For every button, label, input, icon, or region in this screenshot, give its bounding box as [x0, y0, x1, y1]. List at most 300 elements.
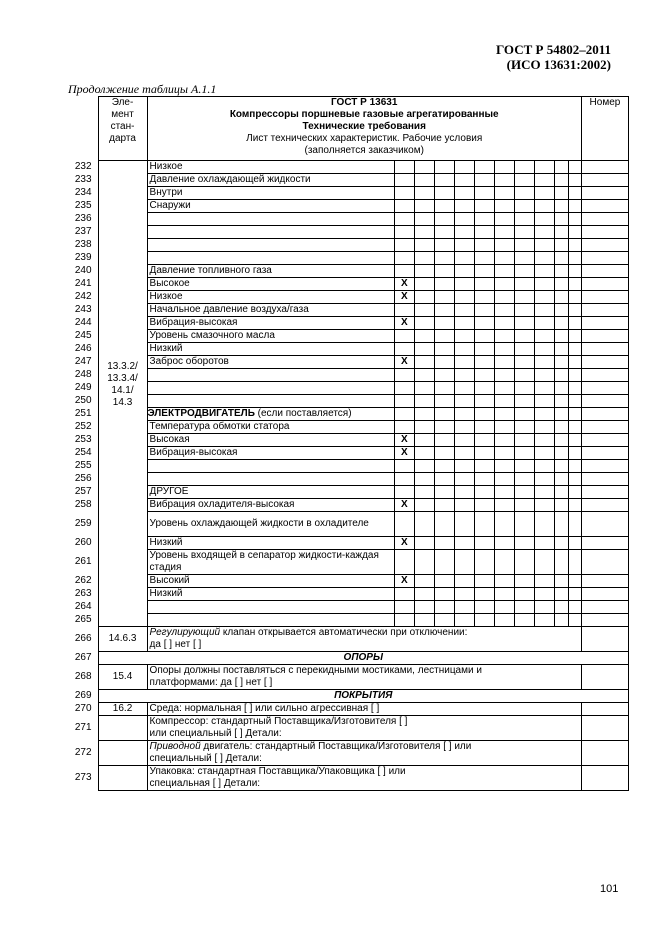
blank-cell — [554, 200, 568, 213]
row-number: 262 — [74, 575, 92, 586]
row-number: 233 — [74, 174, 92, 185]
row-number: 250 — [74, 395, 92, 406]
blank-cell — [474, 200, 494, 213]
blank-cell — [434, 588, 454, 601]
section-heading: ОПОРЫ — [98, 652, 628, 665]
blank-cell — [414, 161, 434, 174]
blank-cell — [474, 304, 494, 317]
requirement-text-cell — [147, 741, 581, 766]
row-label-cell — [147, 512, 394, 537]
number-cell — [581, 665, 628, 690]
check-cell: X — [394, 291, 414, 304]
blank-cell — [568, 601, 581, 614]
number-cell — [581, 473, 628, 486]
requirement-text-cell — [147, 627, 581, 652]
row-label: Низкое — [149, 161, 183, 172]
check-cell: X — [394, 278, 414, 291]
number-cell — [581, 265, 628, 278]
blank-cell — [414, 473, 434, 486]
blank-cell — [414, 447, 434, 460]
blank-cell — [568, 434, 581, 447]
row-label: Начальное давление воздуха/газа — [149, 304, 309, 315]
blank-cell — [454, 486, 474, 499]
table-row — [69, 703, 629, 716]
row-number: 261 — [74, 556, 92, 567]
blank-cell — [474, 408, 494, 421]
check-cell — [394, 550, 414, 575]
check-cell — [394, 486, 414, 499]
requirement-text: Опоры должны поставляться с перекидными мостиками, лестницами и — [149, 665, 482, 676]
number-cell — [581, 174, 628, 187]
blank-cell — [554, 421, 568, 434]
check-cell — [394, 265, 414, 278]
blank-cell — [568, 161, 581, 174]
element-reference — [98, 766, 147, 791]
blank-cell — [554, 239, 568, 252]
blank-cell — [474, 317, 494, 330]
check-cell — [394, 343, 414, 356]
blank-cell — [494, 226, 514, 239]
blank-cell — [514, 512, 534, 537]
blank-cell — [494, 434, 514, 447]
blank-cell — [434, 200, 454, 213]
row-number: 254 — [74, 447, 92, 458]
blank-cell — [414, 575, 434, 588]
blank-cell — [514, 421, 534, 434]
blank-cell — [494, 447, 514, 460]
element-reference-cell — [98, 161, 147, 627]
check-cell: X — [394, 434, 414, 447]
requirement-line — [150, 741, 579, 753]
table-row — [69, 766, 629, 791]
blank-cell — [534, 575, 554, 588]
row-label-note: (если поставляется) — [254, 408, 352, 419]
blank-cell — [568, 265, 581, 278]
element-reference — [98, 716, 147, 741]
blank-cell — [494, 187, 514, 200]
row-label-cell — [147, 395, 394, 408]
number-cell — [581, 226, 628, 239]
row-label-cell — [147, 499, 394, 512]
blank-cell — [568, 356, 581, 369]
table-header-row — [69, 97, 629, 161]
requirement-line-2: платформами: да [ ] нет [ ] — [149, 677, 273, 688]
table-row — [69, 460, 629, 473]
requirement-line — [150, 716, 579, 728]
table-row — [69, 601, 629, 614]
element-column-header: Эле- мент стан- дарта — [98, 97, 147, 161]
blank-cell — [514, 213, 534, 226]
requirement-text: Среда: нормальная [ ] или сильно агрессивная [ ] — [149, 703, 380, 714]
blank-cell — [494, 486, 514, 499]
check-cell — [394, 382, 414, 395]
blank-cell — [554, 317, 568, 330]
element-reference: 13.3.4/ — [107, 373, 138, 384]
row-label-cell — [147, 588, 394, 601]
blank-cell — [454, 239, 474, 252]
blank-cell — [494, 239, 514, 252]
blank-cell — [534, 213, 554, 226]
row-label: Низкое — [149, 291, 183, 302]
blank-cell — [554, 213, 568, 226]
blank-cell — [568, 174, 581, 187]
check-cell — [394, 226, 414, 239]
blank-cell — [454, 330, 474, 343]
row-label: Вибрация-высокая — [149, 447, 238, 458]
row-number: 260 — [74, 537, 92, 548]
blank-cell — [454, 447, 474, 460]
row-number: 241 — [74, 278, 92, 289]
blank-cell — [554, 304, 568, 317]
table-row — [69, 382, 629, 395]
row-label: Уровень входящей в сепаратор жидкости-каждая стадия — [149, 550, 379, 573]
blank-cell — [568, 200, 581, 213]
blank-cell — [414, 550, 434, 575]
row-label: Высокая — [149, 434, 190, 445]
row-number: 271 — [74, 722, 92, 733]
row-label: Высокое — [149, 278, 190, 289]
blank-cell — [514, 473, 534, 486]
blank-cell — [454, 408, 474, 421]
blank-cell — [534, 317, 554, 330]
row-label-cell — [147, 460, 394, 473]
blank-cell — [494, 265, 514, 278]
element-reference: 14.6.3 — [98, 627, 147, 652]
row-label-cell — [147, 575, 394, 588]
blank-cell — [474, 614, 494, 627]
blank-cell — [534, 395, 554, 408]
blank-cell — [554, 460, 568, 473]
blank-cell — [568, 317, 581, 330]
blank-cell — [474, 174, 494, 187]
blank-cell — [454, 512, 474, 537]
requirement-text: двигатель: стандартный Поставщика/Изготовителя [ ] или — [200, 741, 472, 752]
blank-cell — [554, 499, 568, 512]
blank-cell — [454, 304, 474, 317]
row-label-cell — [147, 473, 394, 486]
blank-cell — [514, 200, 534, 213]
blank-cell — [514, 174, 534, 187]
blank-cell — [494, 278, 514, 291]
blank-cell — [514, 395, 534, 408]
row-label-cell — [147, 265, 394, 278]
check-cell: X — [394, 447, 414, 460]
row-number: 256 — [74, 473, 92, 484]
blank-cell — [474, 434, 494, 447]
blank-cell — [554, 575, 568, 588]
row-label: Низкий — [149, 343, 183, 354]
blank-cell — [494, 421, 514, 434]
number-cell — [581, 434, 628, 447]
table-row — [69, 187, 629, 200]
element-reference: 14.3 — [112, 397, 133, 408]
italic-term: Приводной — [149, 741, 201, 752]
row-label: Давление охлаждающей жидкости — [149, 174, 311, 185]
blank-cell — [514, 265, 534, 278]
blank-cell — [514, 343, 534, 356]
table-row — [69, 614, 629, 627]
requirement-line-2: или специальный [ ] Детали: — [149, 728, 282, 739]
check-cell — [394, 460, 414, 473]
blank-cell — [534, 161, 554, 174]
blank-cell — [534, 588, 554, 601]
table-row — [69, 356, 629, 369]
blank-cell — [534, 369, 554, 382]
check-cell — [394, 161, 414, 174]
row-number: 238 — [74, 239, 92, 250]
row-label: ЭЛЕКТРОДВИГАТЕЛЬ — [147, 408, 255, 419]
table-title: ГОСТ Р 13631 — [331, 97, 398, 108]
blank-cell — [534, 278, 554, 291]
table-row — [69, 575, 629, 588]
blank-cell — [414, 278, 434, 291]
blank-cell — [494, 356, 514, 369]
blank-cell — [434, 575, 454, 588]
table-row — [69, 265, 629, 278]
number-cell — [581, 537, 628, 550]
blank-cell — [514, 278, 534, 291]
number-cell — [581, 627, 628, 652]
blank-cell — [434, 447, 454, 460]
blank-cell — [474, 447, 494, 460]
requirement-text: клапан открывается автоматически при отключении: — [220, 627, 468, 638]
blank-cell — [514, 226, 534, 239]
blank-cell — [554, 291, 568, 304]
blank-cell — [454, 317, 474, 330]
row-label: Высокий — [149, 575, 190, 586]
row-number: 269 — [74, 690, 92, 701]
check-cell — [394, 330, 414, 343]
blank-cell — [514, 434, 534, 447]
requirement-text-cell — [147, 703, 581, 716]
blank-cell — [534, 408, 554, 421]
row-label-cell — [147, 239, 394, 252]
row-label-cell — [147, 187, 394, 200]
row-label: Низкий — [149, 588, 183, 599]
blank-cell — [414, 239, 434, 252]
check-cell — [394, 408, 414, 421]
blank-cell — [494, 304, 514, 317]
element-reference: 15.4 — [98, 665, 147, 690]
number-cell — [581, 766, 628, 791]
blank-cell — [434, 174, 454, 187]
table-row — [69, 343, 629, 356]
blank-cell — [514, 499, 534, 512]
blank-cell — [434, 537, 454, 550]
table-row — [69, 652, 629, 665]
blank-cell — [434, 291, 454, 304]
number-cell — [581, 304, 628, 317]
blank-cell — [554, 473, 568, 486]
blank-cell — [434, 512, 454, 537]
blank-cell — [494, 161, 514, 174]
row-label-cell — [147, 200, 394, 213]
table-row — [69, 690, 629, 703]
blank-cell — [568, 213, 581, 226]
page-number: 101 — [600, 883, 619, 895]
blank-cell — [534, 239, 554, 252]
check-cell: X — [394, 499, 414, 512]
blank-cell — [474, 460, 494, 473]
blank-cell — [534, 512, 554, 537]
blank-cell — [454, 174, 474, 187]
requirement-text-cell — [147, 716, 581, 741]
blank-cell — [454, 200, 474, 213]
check-cell — [394, 395, 414, 408]
row-number: 249 — [74, 382, 92, 393]
row-number: 248 — [74, 369, 92, 380]
number-cell — [581, 447, 628, 460]
blank-cell — [494, 369, 514, 382]
blank-cell — [568, 304, 581, 317]
check-cell — [394, 588, 414, 601]
blank-cell — [414, 304, 434, 317]
blank-cell — [414, 226, 434, 239]
table-row — [69, 512, 629, 537]
blank-cell — [454, 356, 474, 369]
blank-cell — [534, 434, 554, 447]
check-cell — [394, 304, 414, 317]
table-row — [69, 499, 629, 512]
blank-cell — [474, 499, 494, 512]
blank-cell — [414, 614, 434, 627]
blank-cell — [434, 161, 454, 174]
blank-cell — [514, 601, 534, 614]
blank-cell — [568, 537, 581, 550]
blank-cell — [414, 434, 434, 447]
blank-cell — [494, 614, 514, 627]
blank-cell — [534, 486, 554, 499]
blank-cell — [568, 252, 581, 265]
blank-cell — [474, 537, 494, 550]
blank-cell — [454, 343, 474, 356]
blank-cell — [434, 601, 454, 614]
number-cell — [581, 317, 628, 330]
number-cell — [581, 408, 628, 421]
blank-cell — [534, 291, 554, 304]
number-cell — [581, 550, 628, 575]
table-row — [69, 408, 629, 421]
row-number: 253 — [74, 434, 92, 445]
row-label-cell — [147, 369, 394, 382]
blank-cell — [454, 550, 474, 575]
row-label-cell — [147, 161, 394, 174]
blank-cell — [454, 382, 474, 395]
blank-cell — [414, 187, 434, 200]
row-label-cell — [147, 537, 394, 550]
blank-cell — [434, 408, 454, 421]
blank-cell — [494, 473, 514, 486]
blank-cell — [474, 601, 494, 614]
blank-cell — [474, 575, 494, 588]
row-label-cell — [147, 382, 394, 395]
row-number: 237 — [74, 226, 92, 237]
row-label-cell — [147, 174, 394, 187]
number-cell — [581, 252, 628, 265]
blank-cell — [554, 252, 568, 265]
row-label-cell — [147, 278, 394, 291]
iso-code: (ИСО 13631:2002) — [506, 57, 611, 72]
row-label: Заброс оборотов — [149, 356, 229, 367]
blank-cell — [454, 473, 474, 486]
check-cell — [394, 213, 414, 226]
blank-cell — [434, 460, 454, 473]
blank-cell — [568, 473, 581, 486]
blank-cell — [474, 421, 494, 434]
requirement-text-cell — [147, 665, 581, 690]
row-number: 245 — [74, 330, 92, 341]
requirement-line-2: специальная [ ] Детали: — [149, 778, 261, 789]
table-row — [69, 317, 629, 330]
table-row — [69, 395, 629, 408]
blank-cell — [454, 213, 474, 226]
blank-cell — [434, 614, 454, 627]
blank-cell — [534, 343, 554, 356]
row-label: Уровень охлаждающей жидкости в охладителе — [149, 518, 369, 529]
check-cell — [394, 174, 414, 187]
blank-cell — [454, 499, 474, 512]
blank-cell — [514, 304, 534, 317]
blank-cell — [454, 278, 474, 291]
blank-cell — [554, 265, 568, 278]
blank-cell — [474, 330, 494, 343]
blank-cell — [454, 291, 474, 304]
row-label-cell — [147, 408, 394, 421]
blank-cell — [514, 369, 534, 382]
row-number: 234 — [74, 187, 92, 198]
blank-cell — [554, 486, 568, 499]
row-number: 255 — [74, 460, 92, 471]
blank-cell — [534, 460, 554, 473]
blank-cell — [434, 239, 454, 252]
blank-cell — [454, 601, 474, 614]
row-number: 265 — [74, 614, 92, 625]
blank-cell — [474, 588, 494, 601]
blank-cell — [534, 356, 554, 369]
blank-cell — [534, 614, 554, 627]
blank-cell — [494, 200, 514, 213]
row-label-cell — [147, 421, 394, 434]
blank-cell — [474, 161, 494, 174]
element-reference: 13.3.2/ — [107, 361, 138, 372]
blank-cell — [494, 537, 514, 550]
blank-cell — [534, 330, 554, 343]
table-row — [69, 550, 629, 575]
number-cell — [581, 239, 628, 252]
blank-cell — [414, 265, 434, 278]
blank-cell — [534, 187, 554, 200]
requirement-line — [150, 703, 579, 715]
blank-cell — [434, 226, 454, 239]
blank-cell — [494, 330, 514, 343]
table-row — [69, 473, 629, 486]
blank-cell — [414, 499, 434, 512]
blank-cell — [554, 512, 568, 537]
number-cell — [581, 187, 628, 200]
blank-cell — [554, 174, 568, 187]
row-number: 264 — [74, 601, 92, 612]
blank-cell — [534, 473, 554, 486]
blank-cell — [474, 550, 494, 575]
number-cell — [581, 601, 628, 614]
number-cell — [581, 588, 628, 601]
table-row — [69, 291, 629, 304]
blank-cell — [554, 187, 568, 200]
table-title-cell: ГОСТ Р 13631 Компрессоры поршневые газовые агрегатированные Технические требования Лист технических характеристик. Рабочие условия (заполняется заказчиком) — [147, 97, 581, 161]
blank-cell — [568, 330, 581, 343]
blank-cell — [514, 408, 534, 421]
row-label-cell — [147, 434, 394, 447]
